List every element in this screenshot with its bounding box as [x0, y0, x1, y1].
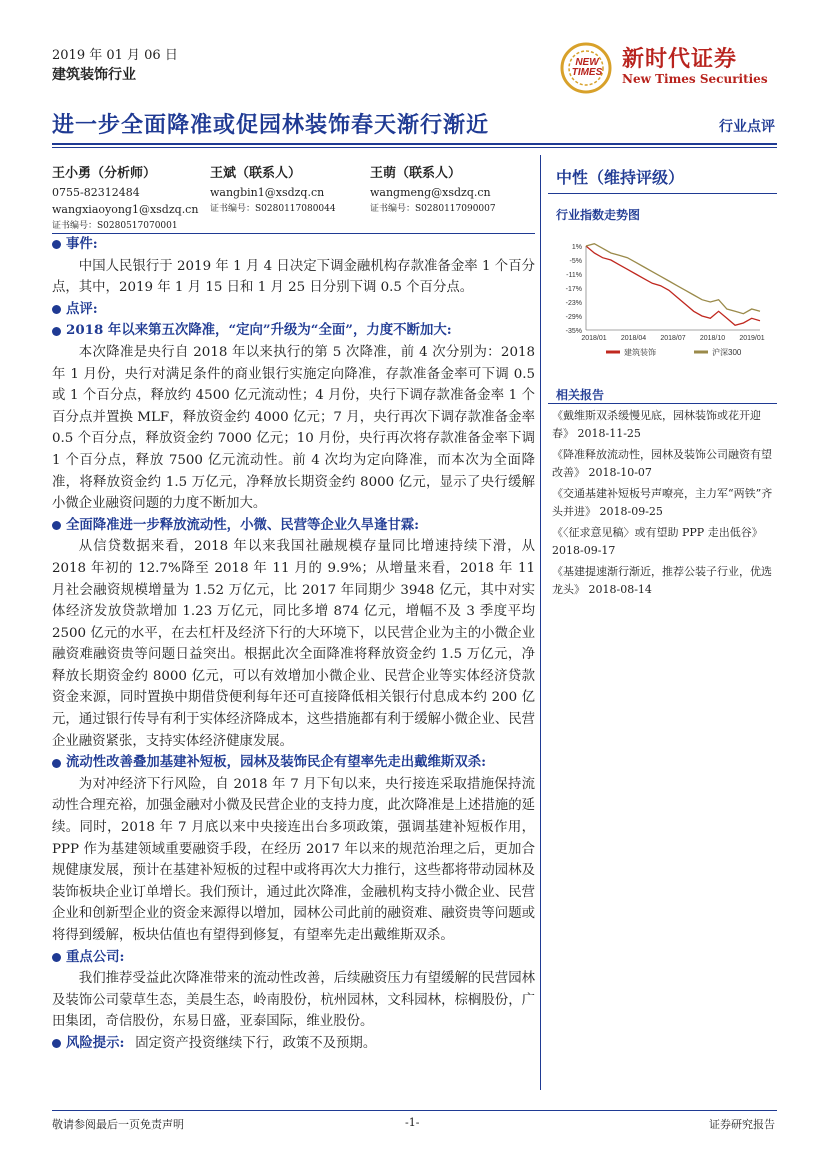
footer-divider [52, 1110, 777, 1111]
analyst-phone: 0755-82312484 [52, 186, 140, 199]
risk-text: 固定资产投资继续下行，政策不及预期。 [135, 1035, 377, 1051]
analyst-card [210, 165, 360, 218]
bullet-icon [52, 240, 61, 249]
report-title-link[interactable]: 《戴维斯双杀缓慢见底，园林装饰或花开迎春》 [552, 409, 761, 440]
analyst-cert: 证书编号：S0280117080044 [210, 204, 336, 214]
y-tick-label: 1% [571, 244, 582, 251]
x-tick-label: 2018/04 [620, 335, 647, 342]
related-reports-divider [548, 403, 777, 404]
bullet-icon [52, 1039, 61, 1048]
footer-disclaimer[interactable]: 敬请参阅最后一页免责声明 [52, 1118, 184, 1131]
report-title-link[interactable]: 《降准释放流动性，园林及装饰公司融资有望改善》 [552, 448, 772, 479]
footer-report-type: 证券研究报告 [709, 1118, 775, 1131]
analyst-cert: 证书编号：S0280517070001 [52, 221, 178, 231]
x-tick-label: 2019/01 [739, 335, 765, 342]
report-title-link[interactable]: 《基建提速渐行渐近，推荐公装子行业，优选龙头》 [552, 565, 772, 596]
logo-en: New Times Securities [622, 72, 768, 86]
page-number: -1- [405, 1116, 420, 1129]
bullet-icon [52, 759, 61, 768]
series-line-1 [586, 244, 760, 314]
report-date: 2019 年 01 月 06 日 [52, 48, 178, 63]
section-head-2: 全面降准进一步释放流动性，小微、民营等企业久旱逢甘霖: [52, 515, 535, 537]
chart-title: 行业指数走势图 [556, 208, 641, 222]
focus-paragraph: 我们推荐受益此次降准带来的流动性改善，后续融资压力有望缓解的民营园林及装饰公司蒙草生态，美晨生态，岭南股份，杭州园林，文科园林，棕榈股份，广田集团，奇信股份，东易日盛，亚泰国际，维业股份。 [52, 971, 535, 1030]
analyst-card [52, 165, 202, 235]
y-tick-label: -35% [565, 328, 582, 335]
section-head-event: 事件: [52, 234, 535, 256]
related-report-item[interactable] [552, 446, 780, 482]
company-logo [556, 40, 786, 96]
y-tick-label: -11% [566, 272, 582, 279]
report-type-tag: 行业点评 [719, 119, 775, 135]
logo-mark-text: NEW TIMES [571, 57, 603, 78]
page-title: 进一步全面降准或促园林装饰春天渐行渐近 [52, 112, 490, 138]
analyst-email[interactable]: wangxiaoyong1@xsdzq.cn [52, 203, 199, 216]
analyst-name: 王斌（联系人） [210, 166, 302, 181]
series-line-0 [586, 246, 760, 325]
report-title-link[interactable]: 《交通基建补短板号声嘹亮，主力军“两铁”齐头并进》 [552, 487, 773, 518]
analyst-email[interactable]: wangmeng@xsdzq.cn [370, 186, 491, 199]
related-report-item[interactable] [552, 563, 780, 599]
header-divider-thin [52, 147, 777, 148]
related-report-item[interactable] [552, 485, 780, 521]
y-tick-label: -29% [565, 314, 582, 321]
report-date: 2018-10-07 [588, 466, 652, 479]
section-2-paragraph: 从信贷数据来看，2018 年以来我国社融规模存量同比增速持续下滑，从 2018 年初的 12.7%降至 2018 年 11 月的 9.9%；从增量来看，2018 年 11 月社会融资规模增量为 1.52 万亿元，比 2017 年同期少 3948 亿元，其中对实体经济发放贷款增加 1.23 万亿元，同比多增 874 亿元，增幅不及 3 季度平均 2500 亿元的水平，在去杠杆及经济下行的大环境下，以民营企业为主的小微企业融资难融资贵等问题日益突出。根据此次全面降准将释放资金约 1.5 万亿元，净释放长期资金约 8000 亿元，可以有效增加小微企业、民营企业等实体经济贷款资金来源，同时置换中期借贷便利每年还可直接降低相关银行付息成本约 200 亿元，通过银行传导有利于实体经济降成本，这些措施都有利于缓解小微企业、民营企业融资紧张，支持实体经济健康发展。 [52, 539, 535, 749]
report-body [52, 234, 535, 1055]
analyst-card [370, 165, 530, 218]
related-report-item[interactable] [552, 407, 780, 443]
x-tick-label: 2018/01 [581, 335, 607, 342]
related-report-item[interactable] [552, 524, 780, 560]
report-title-link[interactable]: 《〈征求意见稿〉或有望助 PPP 走出低谷》 [552, 526, 763, 539]
section-head-1: 2018 年以来第五次降准，“定向”升级为“全面”，力度不断加大: [52, 320, 535, 342]
related-reports-title: 相关报告 [556, 388, 605, 402]
section-head-comment: 点评: [52, 299, 535, 321]
analyst-name: 王小勇（分析师） [52, 166, 157, 181]
analyst-email[interactable]: wangbin1@xsdzq.cn [210, 186, 325, 199]
analyst-name: 王萌（联系人） [370, 166, 462, 181]
y-tick-label: -17% [565, 286, 582, 293]
related-reports-list [552, 407, 780, 602]
section-head-risk: 风险提示: 固定资产投资继续下行，政策不及预期。 [52, 1033, 535, 1055]
section-1-paragraph: 本次降准是央行自 2018 年以来执行的第 5 次降准，前 4 次分别为：2018 年 1 月份，央行对满足条件的商业银行实施定向降准，存款准备金率可下调 0.5 或 1 个百分点，释放约 4500 亿元流动性；4 月份，央行下调存款准备金率 1 个百分点并置换 MLF，释放资金约 4000 亿元；7 月，央行再次下调存款准备金率 0.5 个百分点，释放资金约 7000 亿元；10 月份，央行再次将存款准备金率下调 1 个百分点，释放 7500 亿元流动性。前 4 次均为定向降准，而本次为全面降准，将释放资金约 1.5 万亿元，净释放长期资金约 8000 亿元，显示了央行缓解小微企业融资问题的力度不断加大。 [52, 344, 535, 512]
header-divider [52, 143, 777, 145]
report-date: 2018-11-25 [577, 427, 641, 440]
bullet-icon [52, 305, 61, 314]
legend-label: 建筑装饰 [624, 348, 656, 357]
report-date: 2018-09-17 [552, 544, 616, 557]
section-head-3: 流动性改善叠加基建补短板，园林及装饰民企有望率先走出戴维斯双杀: [52, 752, 535, 774]
x-tick-label: 2018/07 [660, 335, 686, 342]
bullet-icon [52, 327, 61, 336]
analyst-cert: 证书编号：S0280117090007 [370, 204, 496, 214]
column-divider [540, 155, 541, 1090]
section-head-focus: 重点公司: [52, 947, 535, 969]
bullet-icon [52, 521, 61, 530]
legend-label: 沪深300 [712, 348, 742, 357]
logo-cn: 新时代证券 [622, 46, 738, 72]
rating-label: 中性（维持评级） [556, 168, 685, 187]
bullet-icon [52, 953, 61, 962]
index-trend-chart [550, 238, 770, 363]
y-tick-label: -23% [565, 300, 582, 307]
section-3-paragraph: 为对冲经济下行风险，自 2018 年 7 月下旬以来，央行接连采取措施保持流动性合理充裕，加强金融对小微及民营企业的支持力度，此次降准是上述措施的延续。同时，2018 年 7 月底以来中央接连出台多项政策，强调基建补短板作用，PPP 作为基建领域重要融资手段，在经历 2017 年以来的规范治理之后，更加合规健康发展，预计在基建补短板的过程中或将再次大力推行，这些都将带动园林及装饰板块企业订单增长。我们预计，通过此次降准，金融机构支持小微企业、民营企业和创新型企业的资金来源得以增加，园林公司此前的融资难、融资贵等问题或将得到缓解，板块估值也有望得到修复，有望率先走出戴维斯双杀。 [52, 776, 535, 943]
event-paragraph: 中国人民银行于 2019 年 1 月 4 日决定下调金融机构存款准备金率 1 个百分点，其中，2019 年 1 月 15 日和 1 月 25 日分别下调 0.5 个百分点。 [52, 258, 535, 296]
x-tick-label: 2018/10 [699, 335, 726, 342]
report-date: 2018-08-14 [588, 583, 652, 596]
industry-label: 建筑装饰行业 [52, 67, 136, 83]
rating-divider [548, 193, 777, 194]
y-tick-label: -5% [569, 258, 582, 265]
report-date: 2018-09-25 [599, 505, 663, 518]
